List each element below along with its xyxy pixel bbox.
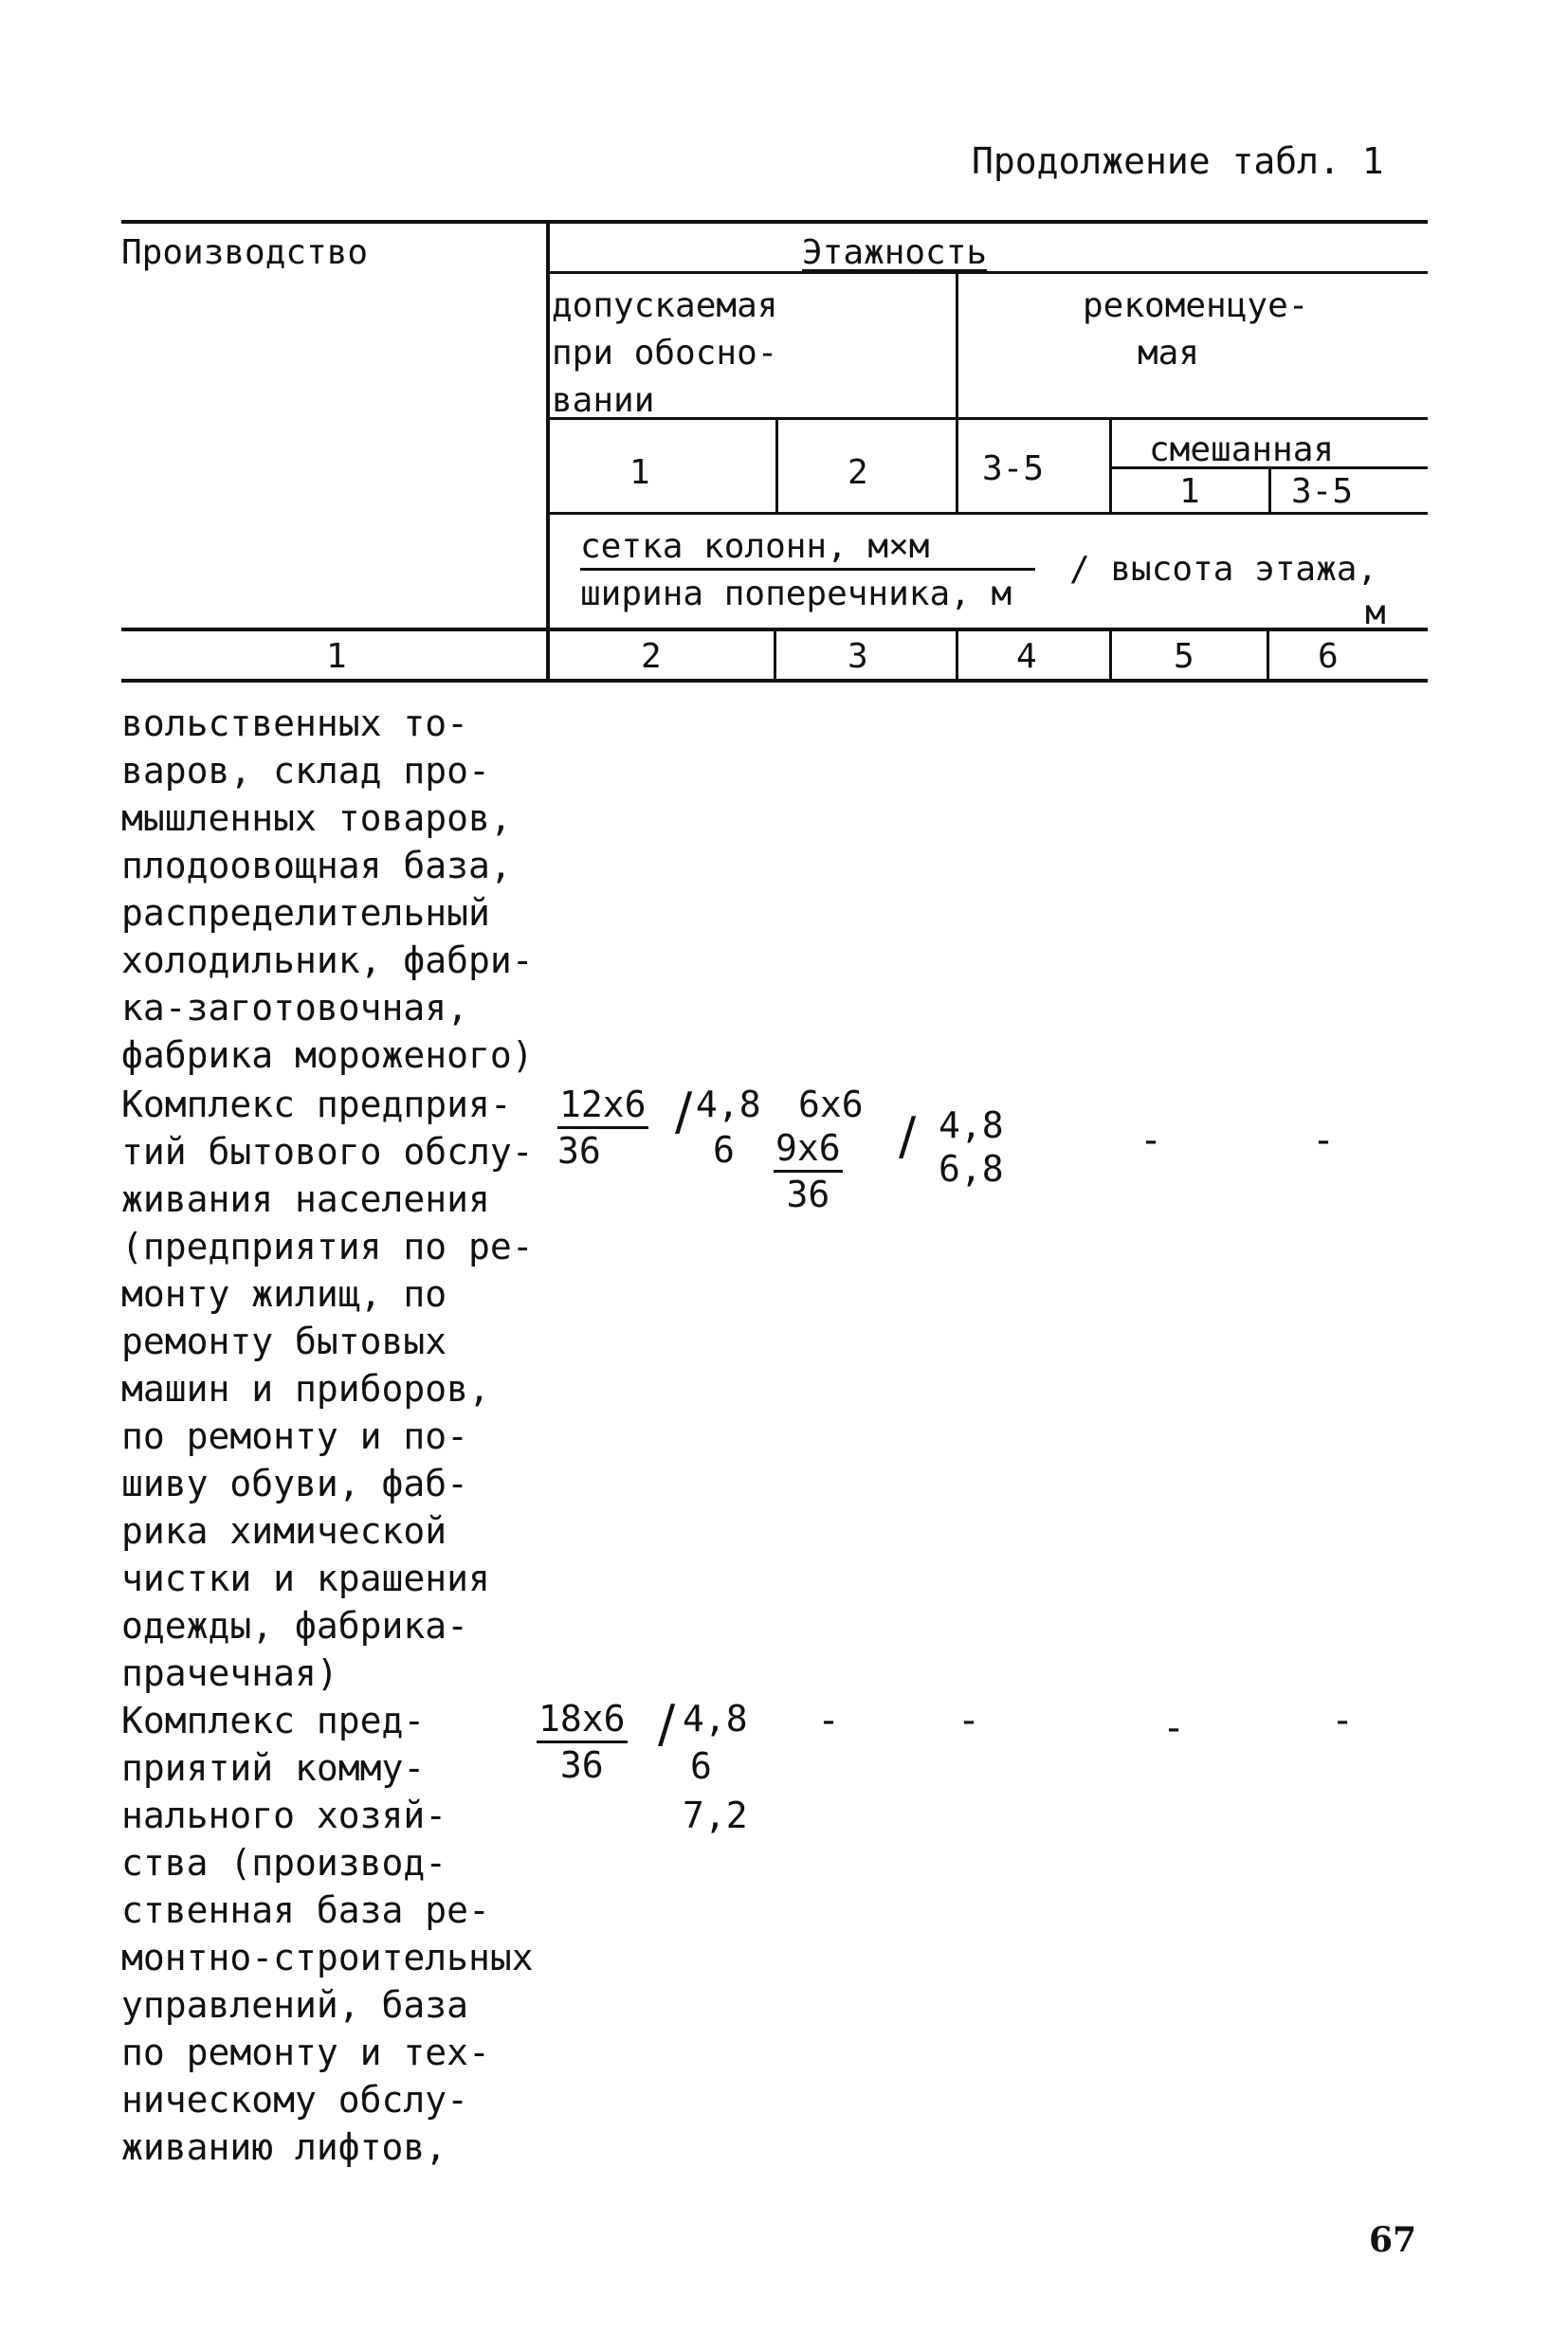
colnum-2: 2 xyxy=(641,637,662,676)
floor-height-unit: м xyxy=(1365,593,1386,632)
subheader-floors-1: 1 xyxy=(629,453,650,492)
colnum-3: 3 xyxy=(848,637,868,676)
row2-col6-dash: - xyxy=(1312,1119,1336,1162)
row2-col3-fraction: $\frac{9x6}{36}$ xyxy=(775,1127,841,1215)
table-caption: Продолжение табл. 1 xyxy=(972,140,1384,182)
header-allowed-2: при обосно- xyxy=(552,334,778,373)
row3-col2-height-3: 7,2 xyxy=(683,1795,748,1836)
row3-production-text: Комплекс пред- приятий комму- нального хозяй- ства (производ- ственная база ре- монтно-строительных управлений, база по ремонту и тех- ническому обслу- живанию лифтов, xyxy=(121,1700,534,2168)
col4-divider-upper xyxy=(1109,417,1112,512)
header-allowed-3: вании xyxy=(552,381,655,420)
subheader-mixed-1: 1 xyxy=(1179,472,1200,511)
row3-col2-height-2: 6 xyxy=(690,1745,712,1787)
row1-production-text: вольственных то- варов, склад про- мышленных товаров, плодоовощная база, распределительный холодильник, фабри- ка-заготовочная, фабрика мороженого) xyxy=(121,702,534,1076)
row3-col5-dash: - xyxy=(1162,1706,1186,1750)
row2-production-text: Комплекс предприя- тий бытового обслу- живания населения (предприятия по ре- монту жилищ, по ремонту бытовых машин и приборов, по ремонту и по- шиву обуви, фаб- рика химической чистки и крашения одежды, фабрика- прачечная) xyxy=(121,1084,534,1694)
row3-col3-dash: - xyxy=(817,1699,841,1742)
col2-divider-lower xyxy=(774,628,776,683)
subheader-floors-2: 2 xyxy=(848,453,868,492)
col3-divider-upper xyxy=(956,271,958,512)
floors-rule xyxy=(548,271,1428,274)
row2-col5-dash: - xyxy=(1140,1119,1163,1162)
col2-divider-upper xyxy=(775,417,778,512)
col5-divider-lower xyxy=(1267,628,1269,683)
header-allowed-1: допускаемая xyxy=(552,286,778,325)
header-recommended-2: мая xyxy=(1138,334,1200,373)
grid-numerator-label: сетка колонн, м×м xyxy=(580,527,1035,571)
row2-col2-height-2: 6 xyxy=(713,1129,735,1171)
page-number: 67 xyxy=(1369,2220,1417,2260)
colnum-5: 5 xyxy=(1174,637,1194,676)
subheader-rule xyxy=(548,417,1428,420)
col1-divider xyxy=(546,220,550,683)
col3-divider-lower xyxy=(956,628,958,683)
row2-col2-slash: / xyxy=(675,1082,693,1141)
colnum-6: 6 xyxy=(1318,637,1339,676)
row3-col2-fraction: $\frac{18x6}{36}$ xyxy=(538,1698,626,1786)
row3-col2-height-1: 4,8 xyxy=(683,1698,748,1740)
table-top-rule xyxy=(121,220,1428,224)
subheader-mixed-3-5: 3-5 xyxy=(1291,472,1354,511)
subheader-mixed: смешанная xyxy=(1149,430,1335,469)
row2-col3-height-1: 4,8 xyxy=(939,1104,1004,1146)
row3-col6-dash: - xyxy=(1331,1699,1355,1742)
numbers-rule xyxy=(548,512,1428,515)
row2-col3-slash: / xyxy=(899,1106,917,1166)
subheader-floors-3-5: 3-5 xyxy=(982,449,1045,488)
row2-col3-top: 6x6 xyxy=(798,1084,864,1125)
row3-col4-dash: - xyxy=(957,1699,981,1742)
floor-height-label: / высота этажа, xyxy=(1069,550,1378,589)
col5-divider-upper xyxy=(1268,466,1271,512)
colnum-1: 1 xyxy=(326,637,347,676)
colnum-4: 4 xyxy=(1016,637,1037,676)
grid-denominator-label: ширина поперечника, м xyxy=(580,574,1012,613)
row3-col2-slash: / xyxy=(658,1694,676,1754)
header-floors: Этажность xyxy=(802,233,988,272)
row2-col3-height-2: 6,8 xyxy=(939,1148,1004,1190)
header-recommended-1: рекоменцуе- xyxy=(1083,286,1309,325)
row2-col2-fraction: $\frac{12x6}{36}$ xyxy=(557,1084,647,1172)
header-production: Производство xyxy=(121,233,369,272)
row2-col2-height-1: 4,8 xyxy=(696,1084,761,1125)
col4-divider-lower xyxy=(1109,628,1112,683)
